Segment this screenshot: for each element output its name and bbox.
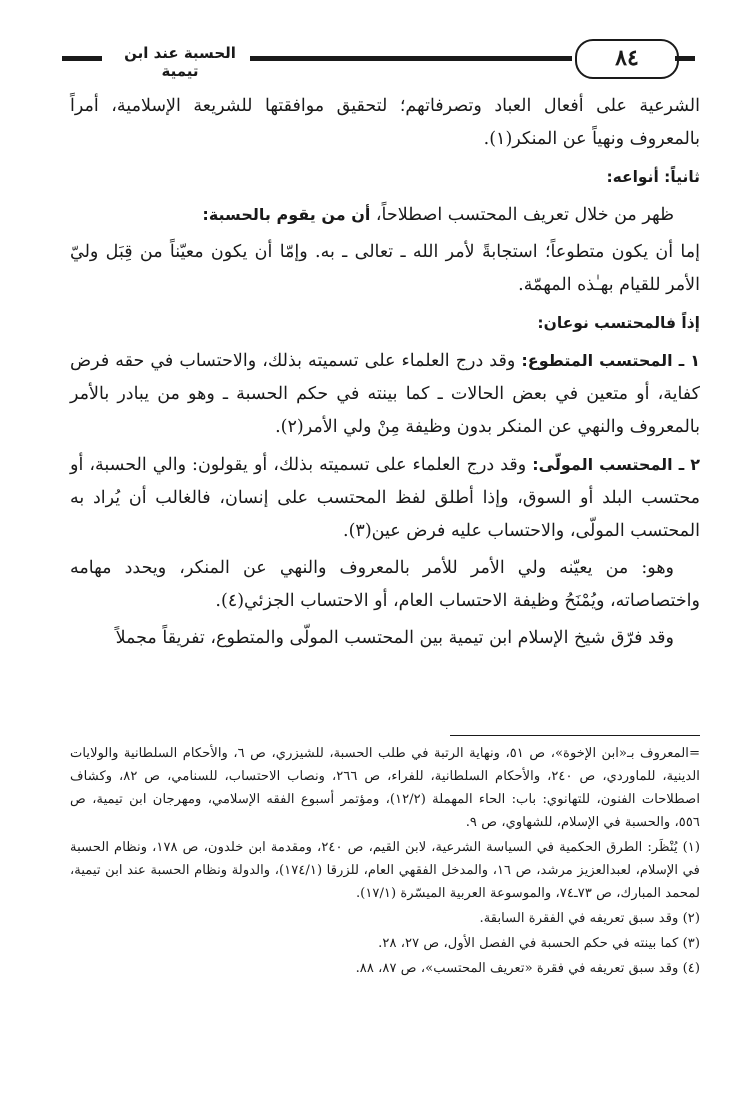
item-label: ١ ـ المحتسب المتطوع:	[521, 351, 700, 370]
footnote: (٤) وقد سبق تعريفه في فقرة «تعريف المحتسب»، ص ٨٧، ٨٨.	[355, 961, 700, 976]
paragraph-text: ظهر من خلال تعريف المحتسب اصطلاحاً،	[375, 205, 674, 225]
footnote: (١) يُنْظَر: الطرق الحكمية في السياسة الشرعية، لابن القيم، ص ٢٤٠، ومقدمة ابن خلدون، ص ١٧٨، ونظام الحسبة في الإسلام، لعبدالعزيز مرشد، ص ١٦، والمدخل الفقهي العام، للزرقا (١٧٤/١)، والدولة ونظام الحسبة عند ابن تيمية، لمحمد المبارك، ص ٧٣ـ٧٤، والموسوعة العربية الميسّرة (١٧/١).	[70, 840, 700, 901]
page-header	[0, 38, 750, 78]
paragraph: إما أن يكون متطوعاً؛ استجابةً لأمر الله ـ تعالى ـ به. وإمّا أن يكون معيّناً من قِبَل وليّ الأمر للقيام بهـٰذه المهمّة.	[70, 242, 700, 295]
header-rule-left	[62, 56, 102, 61]
page-number: ٨٤	[575, 39, 679, 79]
footnote: (٢) وقد سبق تعريفه في الفقرة السابقة.	[479, 911, 700, 926]
main-text	[70, 90, 700, 659]
item-text: وقد درج العلماء على تسميته بذلك، أو يقولون: والي الحسبة، أو محتسب البلد أو السوق، وإذا أطلق لفظ المحتسب على إنسان، فالغالب أن يُراد به المحتسب المولّى، والاحتساب عليه فرض عين(٣).	[70, 455, 700, 541]
section-heading: ثانياً: أنواعه:	[606, 168, 700, 186]
item-label: ٢ ـ المحتسب المولّى:	[532, 455, 700, 474]
paragraph	[70, 198, 700, 232]
list-item	[70, 344, 700, 444]
item-text: وقد درج العلماء على تسميته بذلك، والاحتساب في حقه فرض كفاية، أو متعين في بعض الحالات ـ كما بينته في حكم الحسبة ـ وهو من يبادر بالأمر بالمعروف والنهي عن المنكر بدون وظيفة مِنْ ولي الأمر(٢).	[70, 351, 700, 437]
footnotes	[70, 742, 700, 982]
footnote: =المعروف بـ«ابن الإخوة»، ص ٥١، ونهاية الرتبة في طلب الحسبة، للشيزري، ص ٦، والأحكام السلطانية والولايات الدينية، للماوردي، ص ٢٤٠، والأحكام السلطانية، للفراء، ص ٢٦٦، ونصاب الاحتساب، للسنامي، ص ٨٢، وكشاف اصطلاحات الفنون، للتهانوي: باب: الحاء المهملة (١٢/٢)، ومؤتمر أسبوع الفقه الإسلامي، ومهرجان ابن تيمية، ص ٥٥٦، والحسبة في الإسلام، للشهاوي، ص ٩.	[70, 746, 700, 830]
list-item	[70, 448, 700, 548]
header-rule	[250, 56, 572, 61]
bold-text: أن من يقوم بالحسبة:	[202, 205, 371, 224]
section-heading: إذاً فالمحتسب نوعان:	[537, 314, 700, 332]
header-rule-right	[675, 56, 695, 61]
footnote: (٣) كما بينته في حكم الحسبة في الفصل الأول، ص ٢٧، ٢٨.	[378, 936, 700, 951]
paragraph: وهو: من يعيّنه ولي الأمر للأمر بالمعروف والنهي عن المنكر، ويحدد مهامه واختصاصاته، ويُمْنَحُ وظيفة الاحتساب العام، أو الاحتساب الجزئي(٤).	[70, 558, 700, 611]
paragraph: وقد فرّق شيخ الإسلام ابن تيمية بين المحتسب المولّى والمتطوع، تفريقاً مجملاً	[115, 628, 674, 648]
footnote-separator	[450, 735, 700, 736]
running-title: الحسبة عند ابن تيمية	[124, 44, 236, 80]
paragraph: الشرعية على أفعال العباد وتصرفاتهم؛ لتحقيق موافقتها للشريعة الإسلامية، أمراً بالمعروف ونهياً عن المنكر(١).	[70, 96, 700, 149]
